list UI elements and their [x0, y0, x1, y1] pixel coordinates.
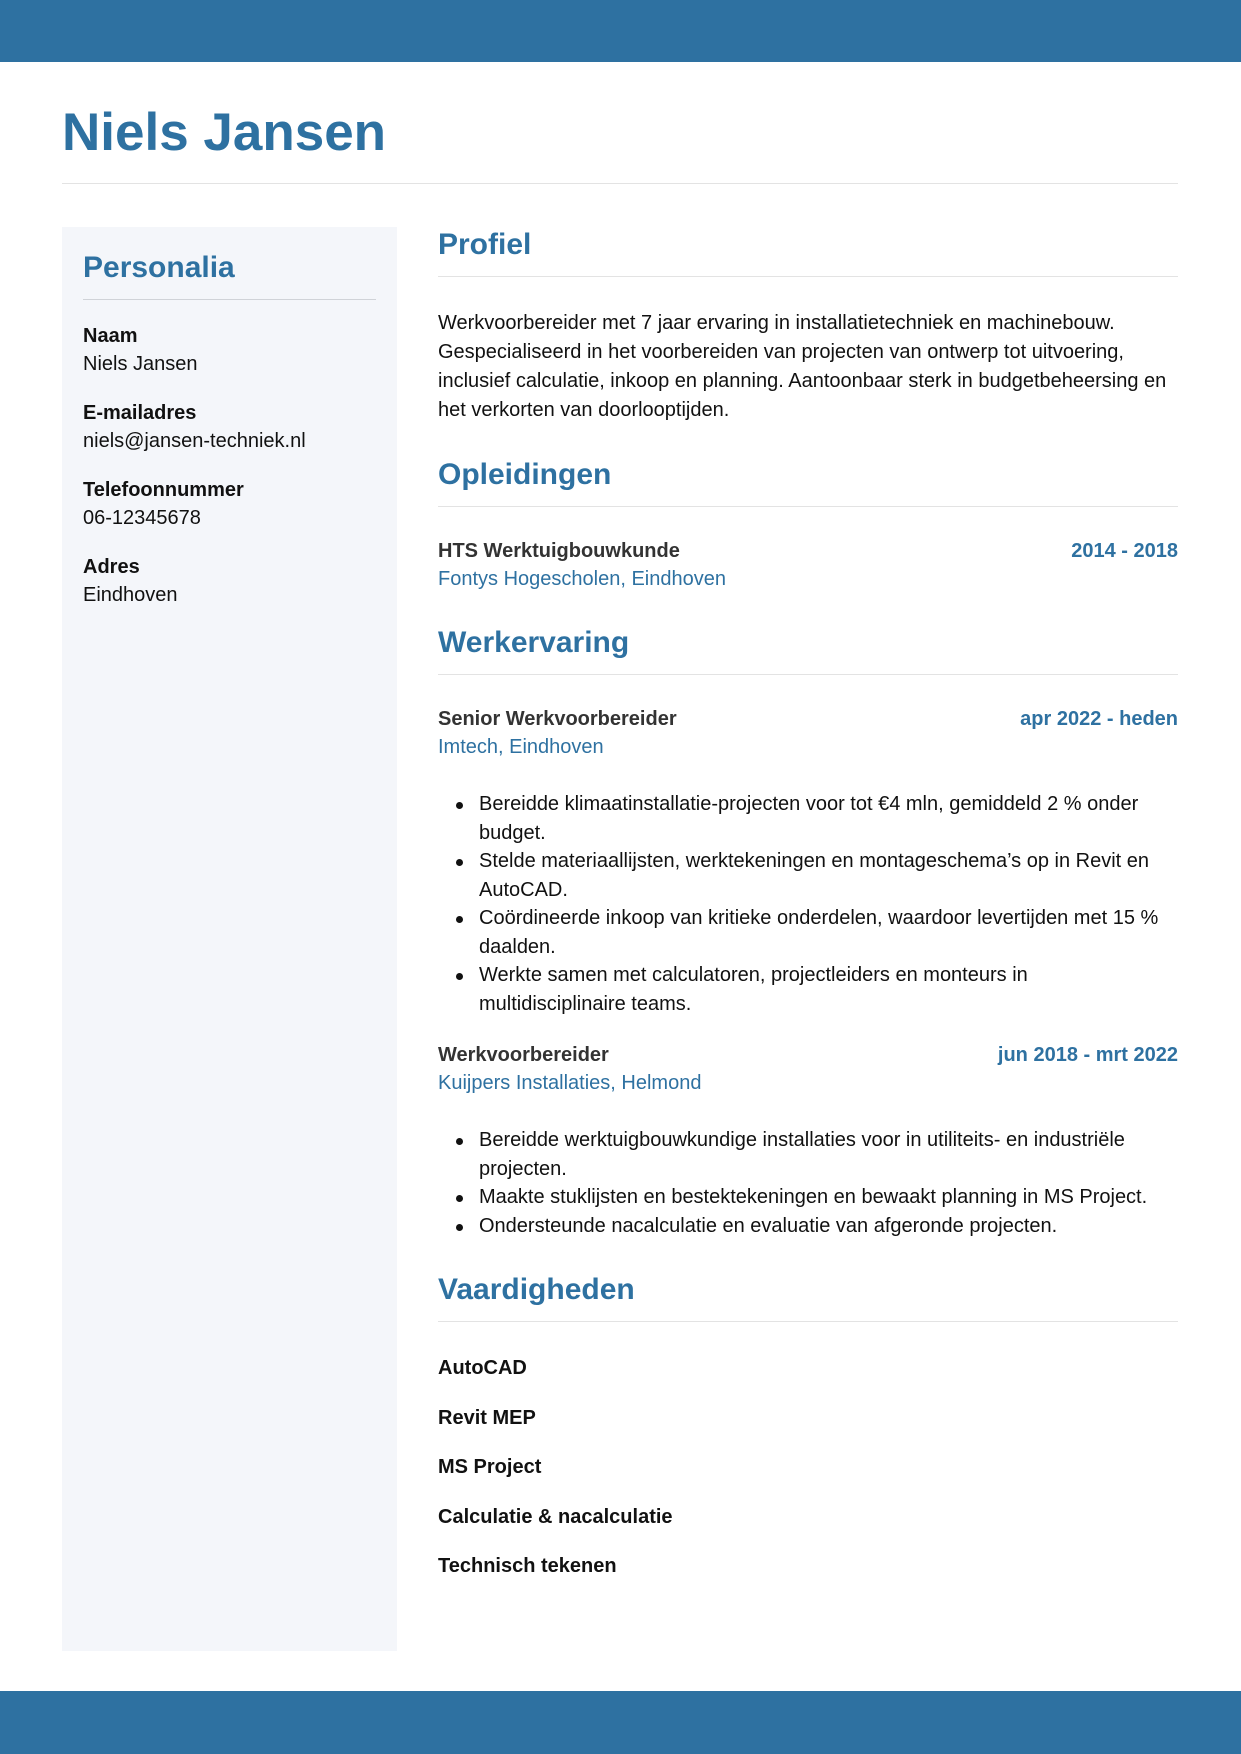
bullet-item: Maakte stuklijsten en bestektekeningen en bewaakt planning in MS Project.: [438, 1183, 1178, 1212]
field-name: [83, 322, 376, 378]
header-divider: [62, 183, 1178, 184]
main-content: [438, 227, 1178, 1602]
entry-org: Fontys Hogescholen, Eindhoven: [438, 568, 726, 590]
entry-date: 2014 - 2018: [1071, 540, 1178, 562]
field-value: Eindhoven: [83, 584, 178, 606]
field-label: Naam: [83, 325, 138, 347]
section-title: Opleidingen: [438, 457, 1178, 507]
entry-org: Imtech, Eindhoven: [438, 736, 604, 758]
field-label: Adres: [83, 556, 140, 578]
personal-info-sidebar: [62, 227, 397, 1651]
section-title: Werkervaring: [438, 625, 1178, 675]
skill-item: Revit MEP: [438, 1406, 536, 1429]
page-title: Niels Jansen: [62, 103, 387, 162]
section-title: Vaardigheden: [438, 1272, 1178, 1322]
bullet-list: [438, 1126, 1178, 1240]
bullet-item: Ondersteunde nacalculatie en evaluatie van afgeronde projecten.: [438, 1212, 1178, 1241]
entry-role: Senior Werkvoorbereider: [438, 708, 677, 730]
field-value: 06-12345678: [83, 507, 201, 529]
field-email: [83, 399, 376, 455]
entry-role: HTS Werktuigbouwkunde: [438, 540, 680, 562]
skill-item: MS Project: [438, 1456, 542, 1478]
section-title: Profiel: [438, 227, 1178, 277]
bullet-item: Stelde materiaallijsten, werktekeningen en montageschema’s op in Revit en AutoCAD.: [438, 847, 1178, 904]
field-label: Telefoonnummer: [83, 479, 244, 501]
field-value: Niels Jansen: [83, 353, 198, 375]
bullet-item: Werkte samen met calculatoren, projectleiders en monteurs in multidisciplinaire teams.: [438, 961, 1178, 1018]
experience-section: [438, 625, 1178, 1240]
experience-entry: [438, 705, 1178, 1018]
field-phone: [83, 476, 376, 532]
field-address: [83, 553, 376, 609]
bullet-icon: [456, 1195, 463, 1202]
bullet-item: Bereidde werktuigbouwkundige installaties voor in utiliteits- en industriële projecten.: [438, 1126, 1178, 1183]
bullet-icon: [456, 1224, 463, 1231]
top-banner: [0, 0, 1241, 62]
bullet-list: [438, 790, 1178, 1018]
field-label: E-mailadres: [83, 402, 197, 424]
entry-org: Kuijpers Installaties, Helmond: [438, 1072, 702, 1094]
bullet-icon: [456, 916, 463, 923]
skills-list: [438, 1354, 1178, 1580]
skills-section: [438, 1272, 1178, 1580]
profile-text: Werkvoorbereider met 7 jaar ervaring in installatietechniek en machinebouw. Gespecialiseerd in het voorbereiden van projecten van ontwerp tot uitvoering, inclusief calculatie, inkoop en planning. Aantoonbaar sterk in budgetbeheersing en het verkorten van doorlooptijden.: [438, 312, 1167, 421]
education-section: [438, 457, 1178, 593]
profile-section: [438, 227, 1178, 425]
education-entry: [438, 537, 1178, 593]
field-value: niels@jansen-techniek.nl: [83, 430, 306, 452]
bullet-icon: [456, 802, 463, 809]
bullet-item: Coördineerde inkoop van kritieke onderdelen, waardoor levertijden met 15 % daalden.: [438, 904, 1178, 961]
sidebar-title: Personalia: [83, 250, 376, 300]
experience-entry: [438, 1041, 1178, 1240]
skill-item: AutoCAD: [438, 1357, 527, 1379]
skill-item: Technisch tekenen: [438, 1555, 617, 1577]
bullet-item: Bereidde klimaatinstallatie-projecten voor tot €4 mln, gemiddeld 2 % onder budget.: [438, 790, 1178, 847]
entry-date: jun 2018 - mrt 2022: [997, 1044, 1178, 1066]
bullet-icon: [456, 859, 463, 866]
bottom-banner: [0, 1691, 1241, 1754]
entry-role: Werkvoorbereider: [438, 1044, 609, 1066]
skill-item: Calculatie & nacalculatie: [438, 1505, 673, 1528]
entry-date: apr 2022 - heden: [1020, 708, 1178, 730]
bullet-icon: [456, 1138, 463, 1145]
bullet-icon: [456, 973, 463, 980]
